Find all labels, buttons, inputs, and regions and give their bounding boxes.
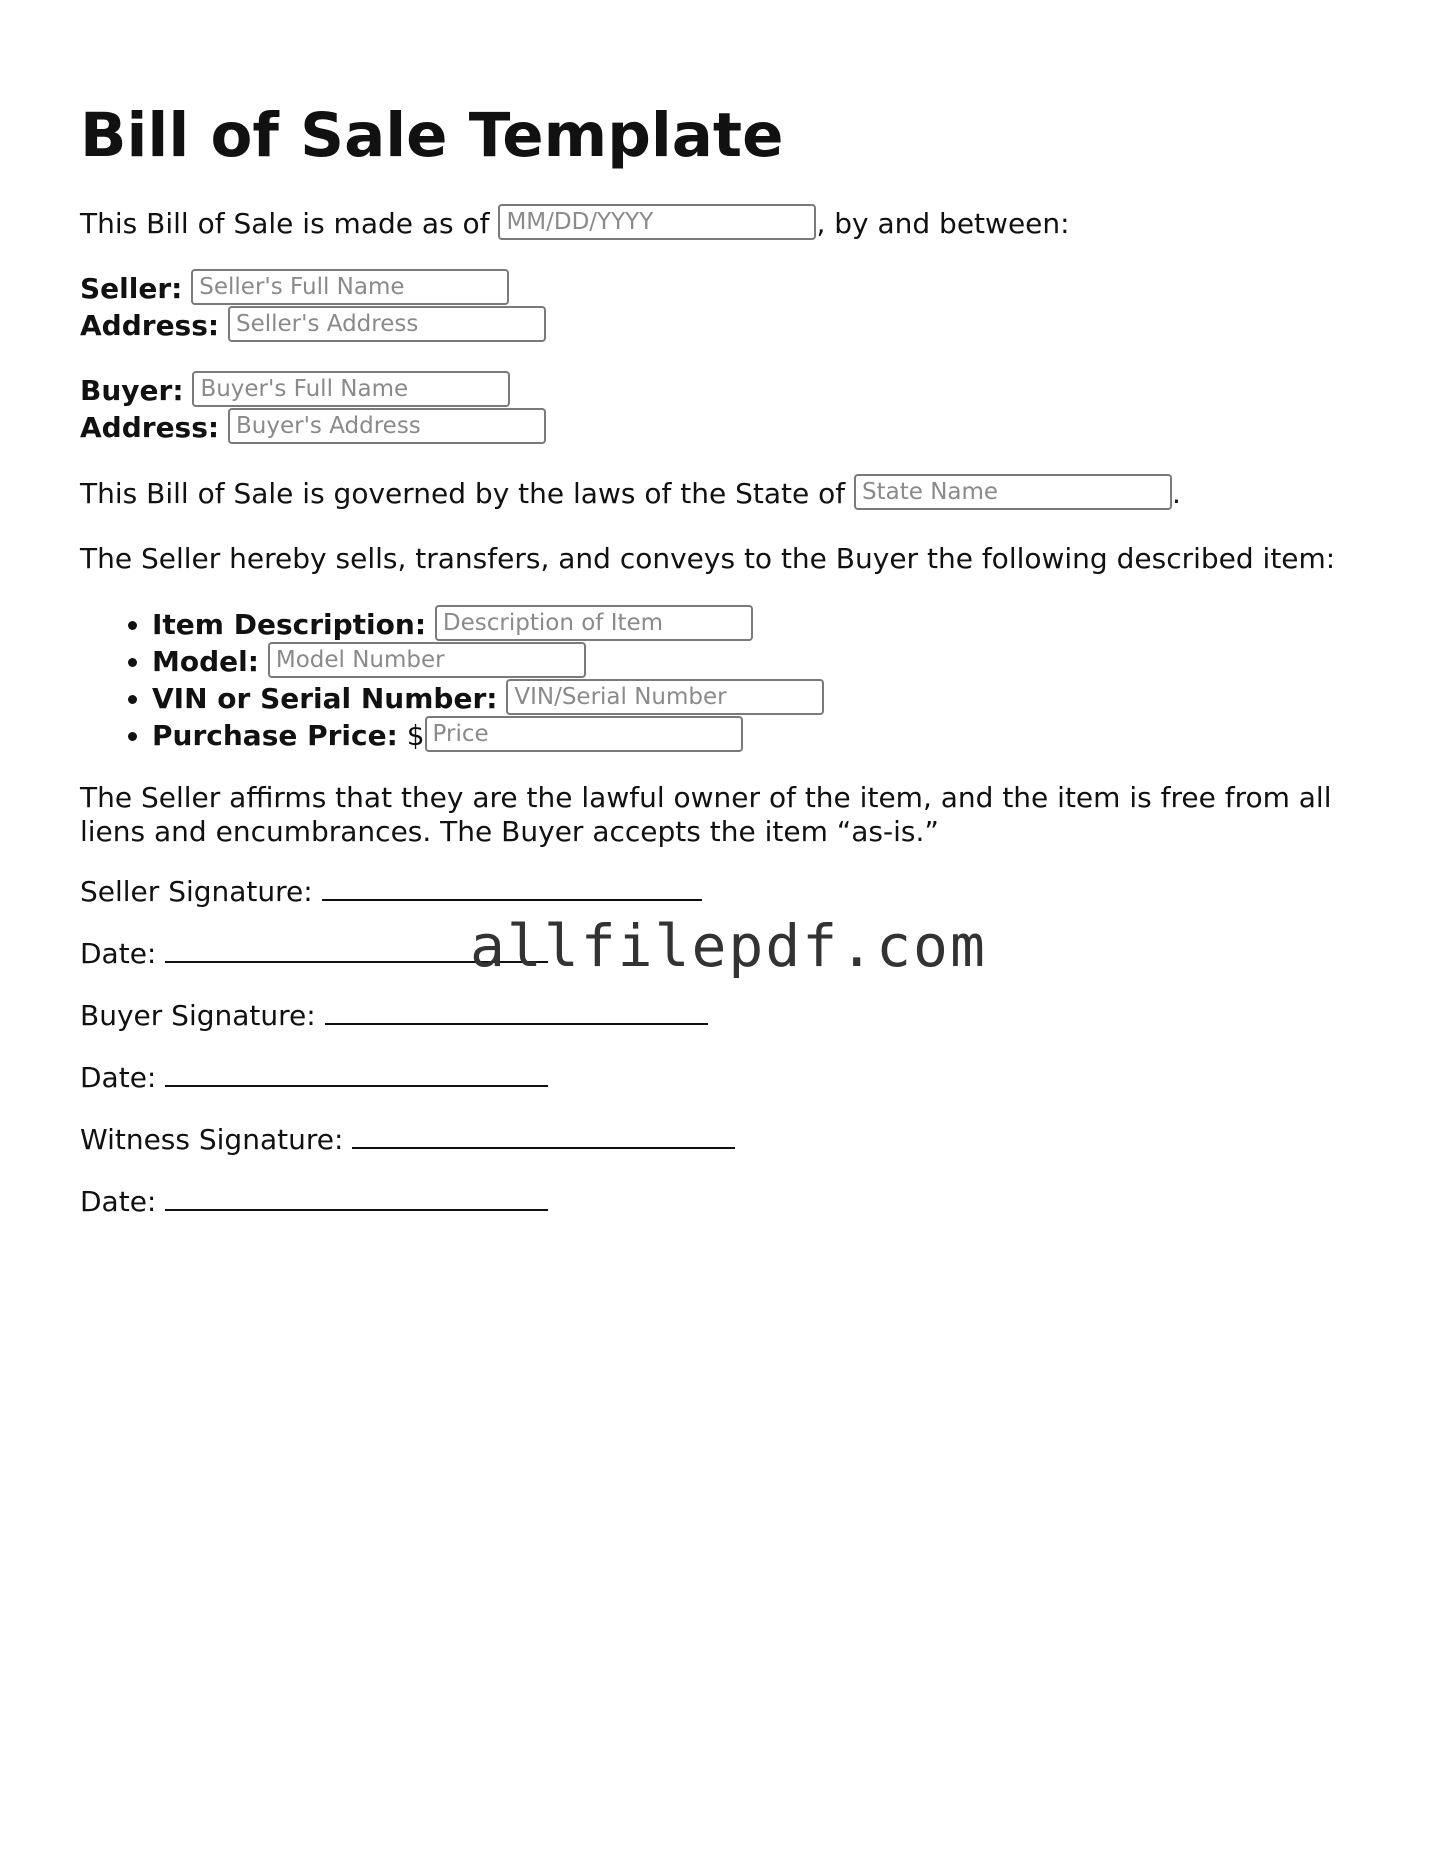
buyer-date-field[interactable] — [165, 1065, 548, 1087]
vin-label: VIN or Serial Number: — [152, 682, 498, 715]
buyer-date-line — [80, 1060, 548, 1096]
affirmation-text: The Seller affirms that they are the lawful owner of the item, and the item is free from all liens and encumbrances. The Buyer accepts the item “as-is.” — [80, 781, 1332, 848]
buyer-signature-field[interactable] — [325, 1003, 708, 1025]
price-input[interactable] — [425, 716, 743, 752]
vin-input[interactable] — [506, 679, 824, 715]
state-input[interactable] — [854, 474, 1172, 510]
seller-signature-field[interactable] — [322, 879, 702, 901]
governing-text-after: . — [1172, 477, 1181, 510]
buyer-name-line — [80, 373, 510, 409]
price-label: Purchase Price: — [152, 719, 398, 752]
item-details-list — [80, 606, 824, 754]
intro-line — [80, 206, 1070, 242]
buyer-signature-label: Buyer Signature: — [80, 999, 316, 1032]
buyer-date-label: Date: — [80, 1061, 157, 1094]
witness-date-field[interactable] — [165, 1189, 548, 1211]
witness-signature-label: Witness Signature: — [80, 1123, 344, 1156]
buyer-signature-line — [80, 998, 708, 1034]
seller-date-label: Date: — [80, 937, 157, 970]
buyer-name-input[interactable] — [192, 371, 510, 407]
item-description-label: Item Description: — [152, 608, 427, 641]
buyer-address-label: Address: — [80, 411, 220, 444]
list-item — [152, 606, 824, 643]
intro-text-before: This Bill of Sale is made as of — [80, 207, 490, 240]
date-input[interactable] — [498, 204, 816, 240]
witness-date-line — [80, 1184, 548, 1220]
seller-address-label: Address: — [80, 309, 220, 342]
transfer-text: The Seller hereby sells, transfers, and conveys to the Buyer the following described item: — [80, 542, 1336, 575]
list-item — [152, 643, 824, 680]
model-label: Model: — [152, 645, 259, 678]
seller-label: Seller: — [80, 272, 183, 305]
governing-text-before: This Bill of Sale is governed by the laws of the State of — [80, 477, 846, 510]
intro-text-after: , by and between: — [816, 207, 1070, 240]
watermark: allfilepdf.com — [470, 912, 987, 980]
seller-name-input[interactable] — [191, 269, 509, 305]
seller-address-line — [80, 308, 546, 344]
governing-line — [80, 476, 1181, 512]
seller-signature-label: Seller Signature: — [80, 875, 313, 908]
witness-signature-field[interactable] — [352, 1127, 735, 1149]
witness-date-label: Date: — [80, 1185, 157, 1218]
list-item — [152, 680, 824, 717]
seller-signature-line — [80, 874, 702, 910]
model-input[interactable] — [268, 642, 586, 678]
buyer-address-line — [80, 410, 546, 446]
buyer-label: Buyer: — [80, 374, 184, 407]
witness-signature-line — [80, 1122, 735, 1158]
item-description-input[interactable] — [435, 605, 753, 641]
seller-name-line — [80, 271, 509, 307]
buyer-address-input[interactable] — [228, 408, 546, 444]
page-title: Bill of Sale Template — [80, 100, 784, 171]
currency-symbol: $ — [406, 719, 425, 752]
seller-address-input[interactable] — [228, 306, 546, 342]
list-item — [152, 717, 824, 754]
